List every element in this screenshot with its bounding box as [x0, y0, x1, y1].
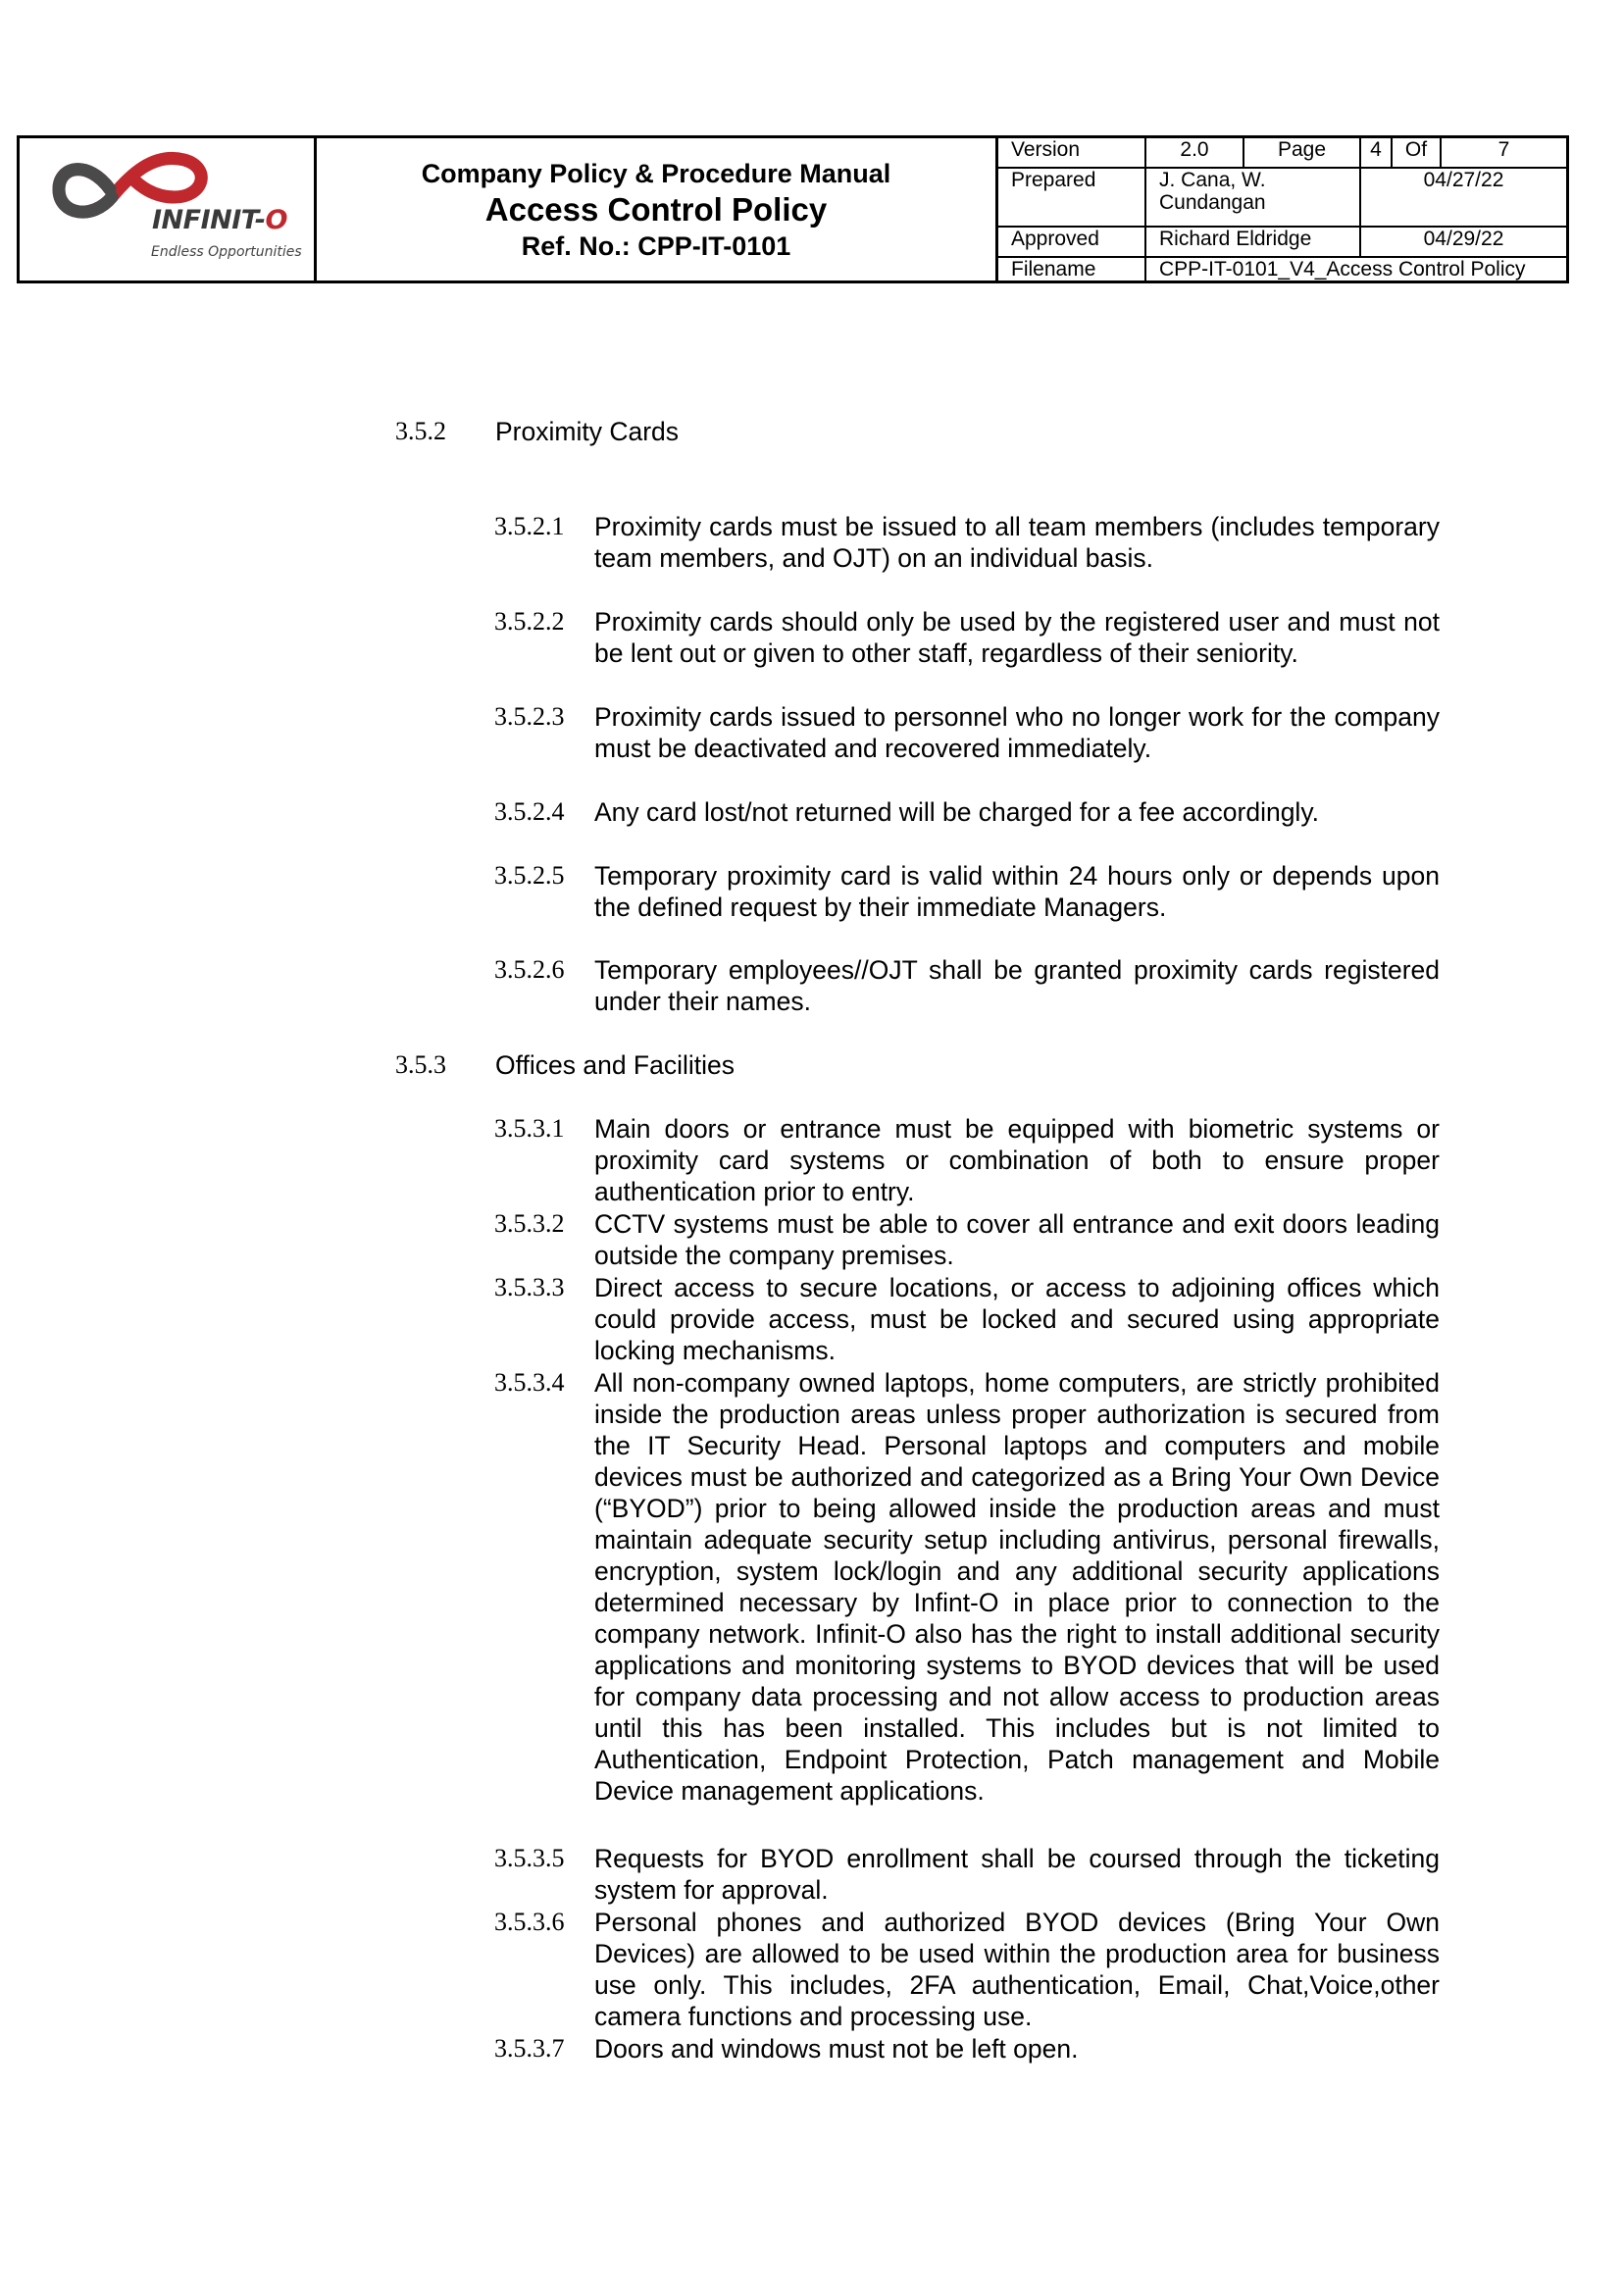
of-value: 7 [1441, 138, 1566, 168]
item-number: 3.5.3.5 [494, 1844, 565, 1872]
reference-number: Ref. No.: CPP-IT-0101 [521, 230, 791, 261]
item-number: 3.5.3.2 [494, 1209, 565, 1238]
item-text: Temporary proximity card is valid within 24 hours only or depends upon the defined request by their immediate Managers. [594, 861, 1440, 922]
filename-value: CPP-IT-0101_V4_Access Control Policy [1159, 258, 1526, 280]
list-item [494, 1208, 1440, 1271]
list-item [494, 954, 1440, 1017]
approved-label: Approved [998, 227, 1145, 257]
item-text: Proximity cards should only be used by the registered user and must not be lent out or given to other staff, regardless of their seniority. [594, 607, 1440, 668]
prepared-value: J. Cana, W. Cundangan [1145, 168, 1360, 227]
item-number: 3.5.3.4 [494, 1368, 565, 1397]
item-text: CCTV systems must be able to cover all entrance and exit doors leading outside the company premises. [594, 1209, 1440, 1270]
list-item [494, 796, 1440, 828]
list-item [494, 1843, 1440, 1906]
list-item [494, 1907, 1440, 2032]
approved-value: Richard Eldridge [1145, 227, 1360, 257]
section-number: 3.5.2 [395, 417, 446, 445]
list-item [494, 606, 1440, 669]
approved-date: 04/29/22 [1360, 227, 1566, 257]
item-number: 3.5.2.3 [494, 702, 565, 731]
list-item [494, 1113, 1440, 1207]
section-title: Offices and Facilities [495, 1050, 735, 1080]
item-number: 3.5.3.3 [494, 1273, 565, 1301]
item-number: 3.5.2.2 [494, 607, 565, 636]
item-text: Proximity cards must be issued to all team members (includes temporary team members, and OJT) on an individual basis. [594, 512, 1440, 573]
item-number: 3.5.2.4 [494, 797, 565, 826]
item-text: Main doors or entrance must be equipped with biometric systems or proximity card systems or combination of both to ensure proper authentication prior to entry. [594, 1114, 1440, 1206]
item-number: 3.5.2.1 [494, 512, 565, 540]
item-text: Personal phones and authorized BYOD devices (Bring Your Own Devices) are allowed to be used within the production area for business use only. This includes, 2FA authentication, Email, Chat,Voice,other camera functions and processing use. [594, 1908, 1440, 2031]
item-text: Proximity cards issued to personnel who no longer work for the company must be deactivated and recovered immediately. [594, 702, 1440, 763]
of-label: Of [1392, 138, 1441, 168]
filename-label: Filename [998, 257, 1145, 282]
version-value: 2.0 [1145, 138, 1243, 168]
section-number: 3.5.3 [395, 1050, 446, 1079]
policy-title: Access Control Policy [484, 190, 828, 228]
prepared-date: 04/27/22 [1360, 168, 1566, 227]
list-item [494, 701, 1440, 764]
logo-wordmark: INFINIT-O [152, 205, 287, 235]
manual-title: Company Policy & Procedure Manual [421, 158, 891, 188]
item-text: Temporary employees//OJT shall be granted proximity cards registered under their names. [594, 955, 1440, 1016]
item-number: 3.5.3.7 [494, 2034, 565, 2063]
page-value: 4 [1360, 138, 1392, 168]
page-label: Page [1243, 138, 1360, 168]
item-text: All non-company owned laptops, home computers, are strictly prohibited inside the production areas unless proper authorization is secured from the IT Security Head. Personal laptops and computers and mobile devices must be authorized and categorized as a Bring Your Own Device (“BYOD”) prior to being allowed inside the production areas and must maintain adequate security setup including antivirus, personal firewalls, encryption, system lock/login and any additional security applications determined necessary by Infint-O in place prior to connection to the company network. Infinit-O also has the right to install additional security applications and monitoring systems to BYOD devices that will be used for company data processing and not allow access to production areas until this has been installed. This includes but is not limited to Authentication, Endpoint Protection, Patch management and Mobile Device management applications. [594, 1368, 1440, 1806]
logo-tagline: Endless Opportunities [151, 244, 302, 260]
section-title: Proximity Cards [495, 417, 680, 446]
version-label: Version [998, 138, 1145, 168]
item-text: Any card lost/not returned will be charged for a fee accordingly. [594, 797, 1319, 827]
list-item [494, 511, 1440, 574]
list-item [494, 1272, 1440, 1366]
list-item [494, 2033, 1440, 2065]
list-item [494, 1367, 1440, 1807]
list-item [494, 860, 1440, 923]
item-number: 3.5.3.1 [494, 1114, 565, 1143]
item-text: Doors and windows must not be left open. [594, 2034, 1079, 2064]
prepared-label: Prepared [998, 168, 1145, 227]
item-number: 3.5.2.5 [494, 861, 565, 890]
item-text: Direct access to secure locations, or access to adjoining offices which could provide access, must be locked and secured using appropriate locking mechanisms. [594, 1273, 1440, 1365]
item-text: Requests for BYOD enrollment shall be coursed through the ticketing system for approval. [594, 1844, 1440, 1905]
item-number: 3.5.2.6 [494, 955, 565, 984]
item-number: 3.5.3.6 [494, 1908, 565, 1936]
